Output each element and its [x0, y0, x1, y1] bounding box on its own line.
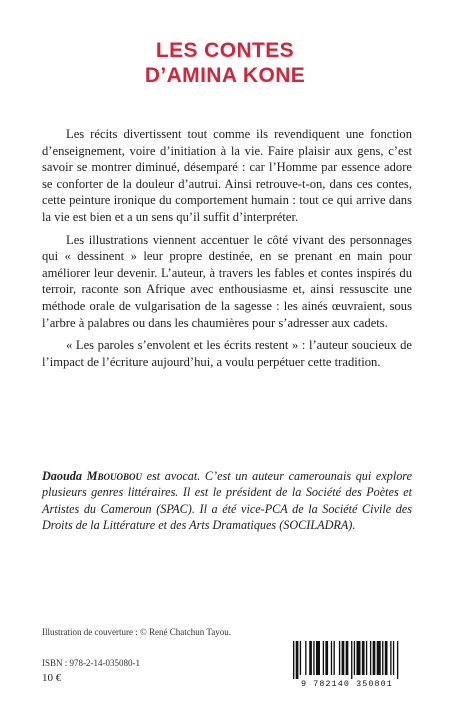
author-bio-text: est avocat. C’est un auteur camerounais qui explore plusieurs genres littéraires. Il est le président de la Société des Poètes et Artistes du Cameroun (SPAC). Il a été vice-PCA de la Société Civile des Droits de la Littérature et des Arts Dramatiques (SOCILADRA).	[42, 469, 413, 533]
barcode-bar	[346, 641, 349, 675]
barcode-bar	[309, 641, 312, 675]
barcode-bar	[362, 641, 365, 675]
barcode-bar	[300, 641, 301, 675]
blurb-paragraph-3: « Les paroles s’envolent et les écrits restent » : l’auteur soucieux de l’impact de l’écriture aujourd’hui, a voulu perpétuer cette tradition.	[42, 338, 412, 369]
book-title-line1: LES CONTES	[155, 39, 295, 62]
barcode-bar	[339, 641, 340, 675]
author-bio	[42, 468, 412, 534]
barcode-bar	[377, 641, 381, 675]
barcode-bar	[356, 641, 360, 675]
barcode-bar	[397, 641, 398, 679]
barcode-digits: 9 782140 350801	[301, 679, 393, 689]
barcode-bar	[373, 641, 376, 675]
barcode-bar	[296, 641, 299, 679]
barcode-bar	[393, 641, 394, 675]
back-cover-blurb	[42, 126, 412, 376]
barcode-bar	[351, 641, 352, 679]
barcode-bar	[325, 641, 328, 675]
barcode-bar	[385, 641, 388, 675]
barcode	[289, 641, 405, 691]
barcode-bar	[323, 641, 324, 675]
author-last-name: Mbouobou	[86, 469, 142, 483]
barcode-bar	[366, 641, 367, 675]
barcode-bar	[342, 641, 345, 675]
barcode-bar	[313, 641, 314, 675]
barcode-bar	[354, 641, 355, 675]
barcode-bar	[331, 641, 332, 675]
blurb-paragraph-1: Les récits divertissent tout comme ils revendiquent une fonction d’enseignement, voire d’initiation à la vie. Faire plaisir aux gens, c’est savoir se montrer diminué, désemparé : car l’Homme par essence adore se conforter de la douleur d’autrui. Ainsi retrouve-t-on, dans ces contes, cette peinture ironique du comportement humain : tout ce qui arrive dans la vie est bien et a un sens qu’il suffit d’interpréter.	[42, 127, 412, 224]
illustration-credit: Illustration de couverture : © René Chatchun Tayou.	[42, 627, 231, 637]
blurb-paragraph-2: Les illustrations viennent accentuer le côté vivant des personnages qui « dessinent » leur propre destinée, en se prenant en main pour améliorer leur devenir. L’auteur, à travers les fables et contes inspirés du terroir, raconte son Afrique avec enthousiasme et, ainsi ressuscite une méthode orale de vulgarisation de la sagesse : les ainés œuvraient, sous l’arbre à palabres ou dans les chaumières pour s’adresser aux cadets.	[42, 232, 412, 330]
isbn-label: ISBN : 978-2-14-035080-1	[42, 658, 140, 668]
barcode-bar	[293, 641, 294, 679]
barcode-bar	[390, 641, 391, 675]
book-title	[0, 38, 450, 88]
barcode-bar	[334, 641, 335, 675]
price-label: 10 €	[42, 672, 62, 684]
author-first-name: Daouda	[42, 469, 82, 483]
barcode-bars	[289, 641, 405, 679]
barcode-bar	[305, 641, 306, 675]
book-title-line2: D’AMINA KONE	[144, 64, 306, 87]
barcode-bar	[382, 641, 383, 675]
barcode-bar	[370, 641, 371, 675]
barcode-bar	[316, 641, 320, 675]
